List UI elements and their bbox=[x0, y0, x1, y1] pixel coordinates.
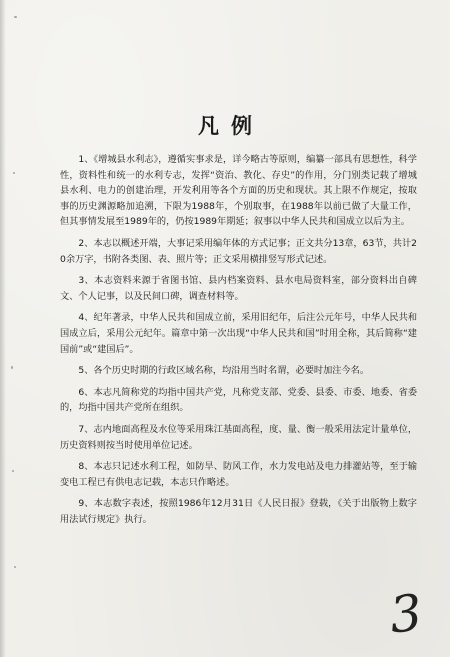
scan-speck bbox=[12, 470, 14, 472]
paragraph-5: 5、各个历史时期的行政区域名称，均沿用当时名谓，必要时加注今名。 bbox=[78, 365, 370, 377]
paragraph-1: 1、《增城县水利志》，遵循实事求是，详今略古等原则，编纂一部具有思想性，科学性，资料性和统一的水利专志，发挥“资治、教化、存史”的作用，分门别类记载了增城县水利、电力的创建治理，开发利用等各个方面的历史和现状。其上限不作规定，按取事的历史渊源略加追溯，下限为1988年，个别取事，在1988年以前已做了大量工作，但其事情发展至1989年的，仍按1989年期延；叙事以中华人民共和国成立以后为主。 bbox=[60, 154, 417, 228]
scan-speck bbox=[11, 366, 13, 369]
paragraph-4: 4、纪年著录，中华人民共和国成立前，采用旧纪年，后注公元年号，中华人民共和国成立后，采用公元纪年。篇章中第一次出现“中华人民共和国”时用全称，其后简称“建国前”或“建国后”。 bbox=[60, 312, 417, 355]
page-title: 凡例 bbox=[198, 113, 264, 138]
paragraph-9: 9、本志数字表述，按照1986年12月31日《人民日报》登载，《关于出版物上数字用法试行规定》执行。 bbox=[60, 498, 417, 525]
paragraph-6: 6、本志凡简称党的均指中国共产党，凡称党支部、党委、县委、市委、地委、省委的，均指中国共产党所在组织。 bbox=[60, 386, 417, 414]
scan-speck bbox=[14, 566, 16, 568]
body-text bbox=[60, 152, 417, 533]
paragraph-3: 3、本志资料来源于省图书馆、县内档案资料、县水电局资料室，部分资料出自碑文、个人记事，以及民间口碑，调查材料等。 bbox=[60, 275, 417, 302]
scan-speck bbox=[13, 172, 15, 174]
paragraph-8: 8、本志只记述水利工程，如防旱、防风工作，水力发电站及电力排灌站等，至于输变电工程已有供电志记载，本志只作略述。 bbox=[60, 461, 417, 488]
handwritten-page-number: 3 bbox=[387, 583, 425, 645]
paragraph-7: 7、志内地面高程及水位等采用珠江基面高程，度、量、衡一般采用法定计量单位，历史资料则按当时使用单位记述。 bbox=[60, 423, 417, 451]
scan-speck bbox=[14, 16, 17, 18]
paragraph-2: 2、本志以概述开端，大事记采用编年体的方式记事；正文共分13章，63节，共计20余万字，书附各类图、表、照片等；正文采用横排竖写形式记述。 bbox=[60, 237, 417, 265]
page-edge-shadow bbox=[0, 0, 6, 657]
